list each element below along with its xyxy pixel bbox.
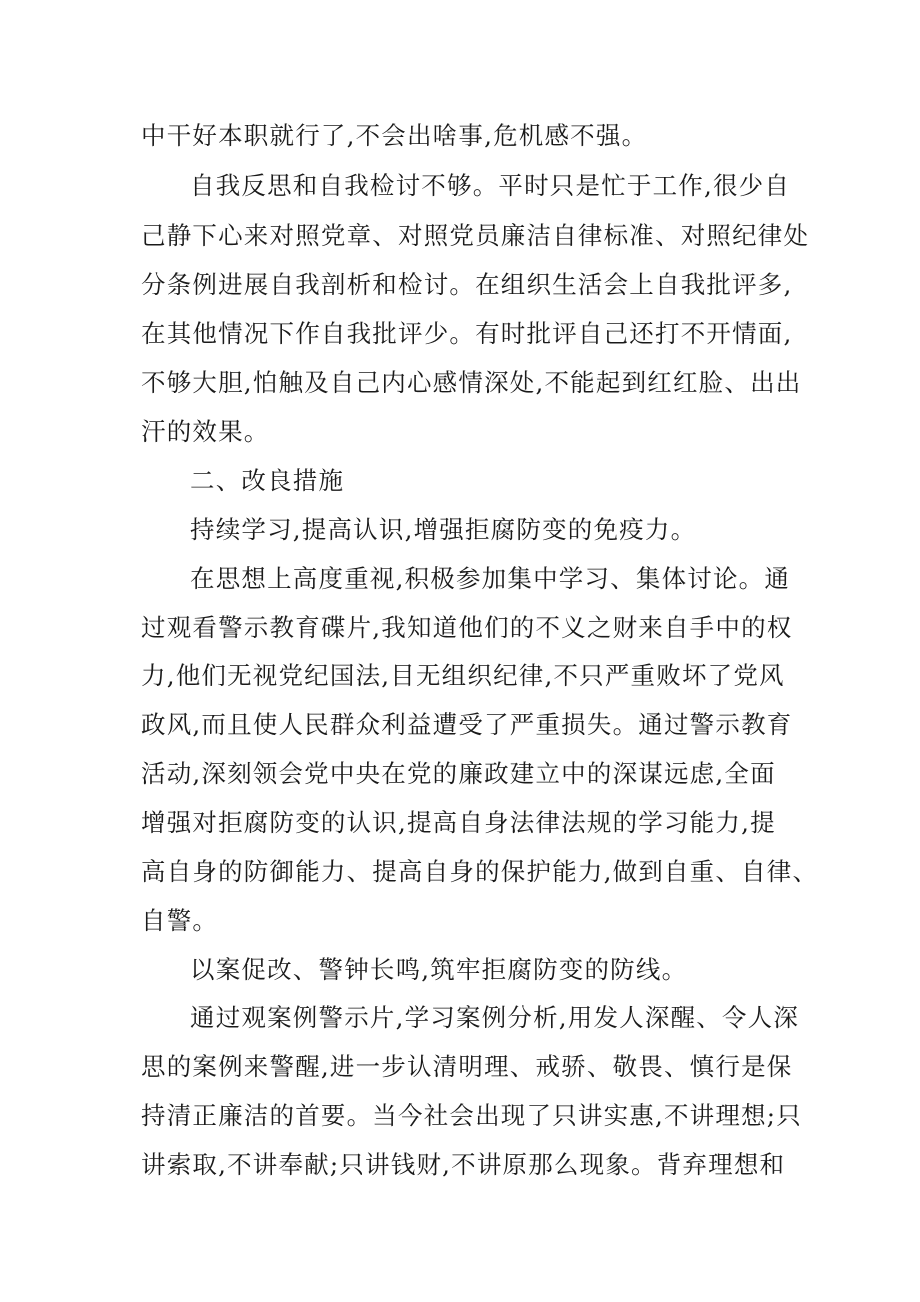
text-line: 持续学习,提高认识,增强拒腐防变的免疫力。 xyxy=(190,515,697,544)
text-line: 讲索取,不讲奉献;只讲钱财,不讲原那么现象。背弃理想和 xyxy=(141,1150,786,1179)
text-line: 高自身的防御能力、提高自身的保护能力,做到自重、自律、 xyxy=(141,857,819,886)
text-line: 政风,而且使人民群众利益遭受了严重损失。通过警示教育 xyxy=(141,710,793,739)
text-line: 汗的效果。 xyxy=(141,417,270,446)
text-line: 过观看警示教育碟片,我知道他们的不义之财来自手中的权 xyxy=(141,613,793,642)
text-line: 活动,深刻领会党中央在党的廉政建立中的深谋远虑,全面 xyxy=(141,759,776,788)
text-line: 在其他情况下作自我批评少。有时批评自己还打不开情面, xyxy=(141,319,793,348)
text-line: 通过观案例警示片,学习案例分析,用发人深醒、令人深 xyxy=(190,1003,800,1032)
text-line: 增强对拒腐防变的认识,提高自身法律法规的学习能力,提 xyxy=(141,808,776,837)
text-line: 中干好本职就行了,不会出啥事,危机感不强。 xyxy=(141,121,648,150)
text-line: 己静下心来对照党章、对照党员廉洁自律标准、对照纪律处 xyxy=(141,221,810,250)
section-heading: 二、改良措施 xyxy=(190,466,345,495)
text-line: 持清正廉洁的首要。当今社会出现了只讲实惠,不讲理想;只 xyxy=(141,1101,802,1130)
text-line: 在思想上高度重视,积极参加集中学习、集体讨论。通 xyxy=(190,564,791,593)
text-line: 思的案例来警醒,进一步认清明理、戒骄、敬畏、慎行是保 xyxy=(141,1052,793,1081)
text-line: 分条例进展自我剖析和检讨。在组织生活会上自我批评多, xyxy=(141,270,793,299)
text-line: 力,他们无视党纪国法,目无组织纪律,不只严重败坏了党风 xyxy=(141,661,785,690)
text-line: 以案促改、警钟长鸣,筑牢拒腐防变的防线。 xyxy=(190,955,688,984)
text-line: 自警。 xyxy=(141,906,219,935)
text-line: 自我反思和自我检讨不够。平时只是忙于工作,很少自 xyxy=(190,171,791,200)
text-line: 不够大胆,怕触及自己内心感情深处,不能起到红红脸、出出 xyxy=(141,368,802,397)
